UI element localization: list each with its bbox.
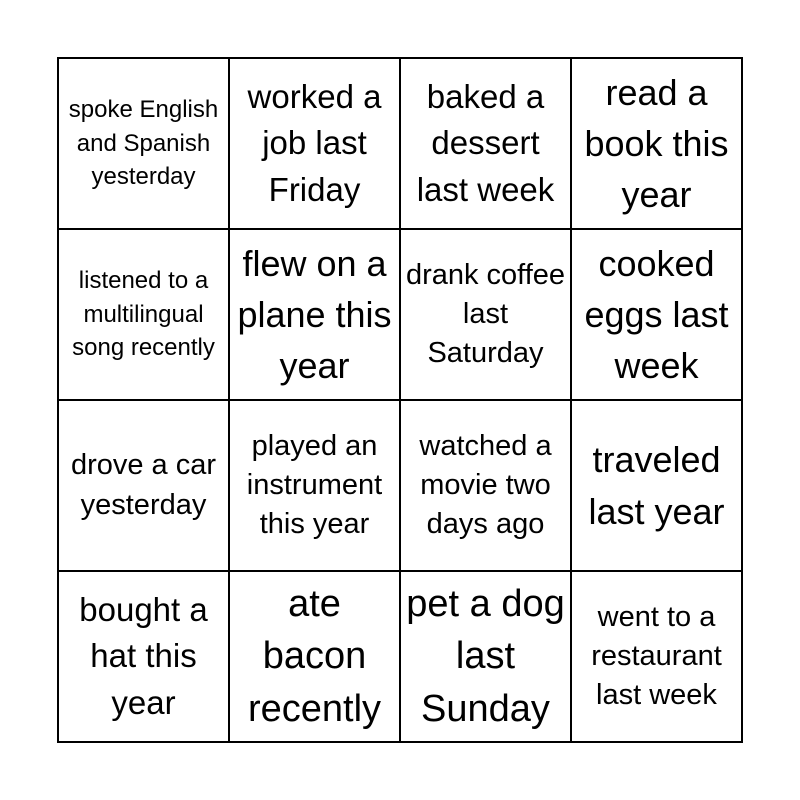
bingo-cell[interactable] — [571, 571, 742, 742]
cell-text: worked a job last Friday — [247, 78, 382, 208]
cell-text: flew on a plane this year — [237, 242, 392, 387]
cell-text: went to a restaurant last week — [591, 600, 722, 712]
cell-text: spoke English and Spanish yesterday — [68, 96, 219, 191]
cell-text: drove a car yesterday — [70, 449, 217, 521]
bingo-cell[interactable] — [229, 229, 400, 400]
bingo-cell[interactable] — [58, 229, 229, 400]
bingo-cell[interactable] — [229, 58, 400, 229]
cell-text: bought a hat this year — [79, 591, 208, 721]
bingo-cell[interactable] — [400, 571, 571, 742]
bingo-cell[interactable] — [400, 58, 571, 229]
cell-text: read a book this year — [584, 71, 729, 216]
bingo-cell[interactable] — [571, 58, 742, 229]
cell-text: listened to a multilingual song recently — [72, 267, 215, 362]
cell-text: watched a movie two days ago — [419, 429, 552, 541]
bingo-cell[interactable] — [229, 571, 400, 742]
bingo-cell[interactable] — [58, 571, 229, 742]
cell-text: cooked eggs last week — [584, 242, 729, 387]
cell-text: drank coffee last Saturday — [405, 258, 566, 370]
cell-text: played an instrument this year — [246, 429, 383, 541]
cell-text: ate bacon recently — [247, 582, 382, 730]
bingo-cell[interactable] — [58, 400, 229, 571]
bingo-cell[interactable] — [571, 229, 742, 400]
bingo-cell[interactable] — [400, 400, 571, 571]
cell-text: pet a dog last Sunday — [406, 582, 565, 730]
bingo-board — [57, 57, 743, 743]
cell-text: baked a dessert last week — [416, 78, 555, 208]
bingo-cell[interactable] — [229, 400, 400, 571]
bingo-cell[interactable] — [571, 400, 742, 571]
cell-text: traveled last year — [588, 439, 725, 532]
bingo-cell[interactable] — [400, 229, 571, 400]
bingo-cell[interactable] — [58, 58, 229, 229]
